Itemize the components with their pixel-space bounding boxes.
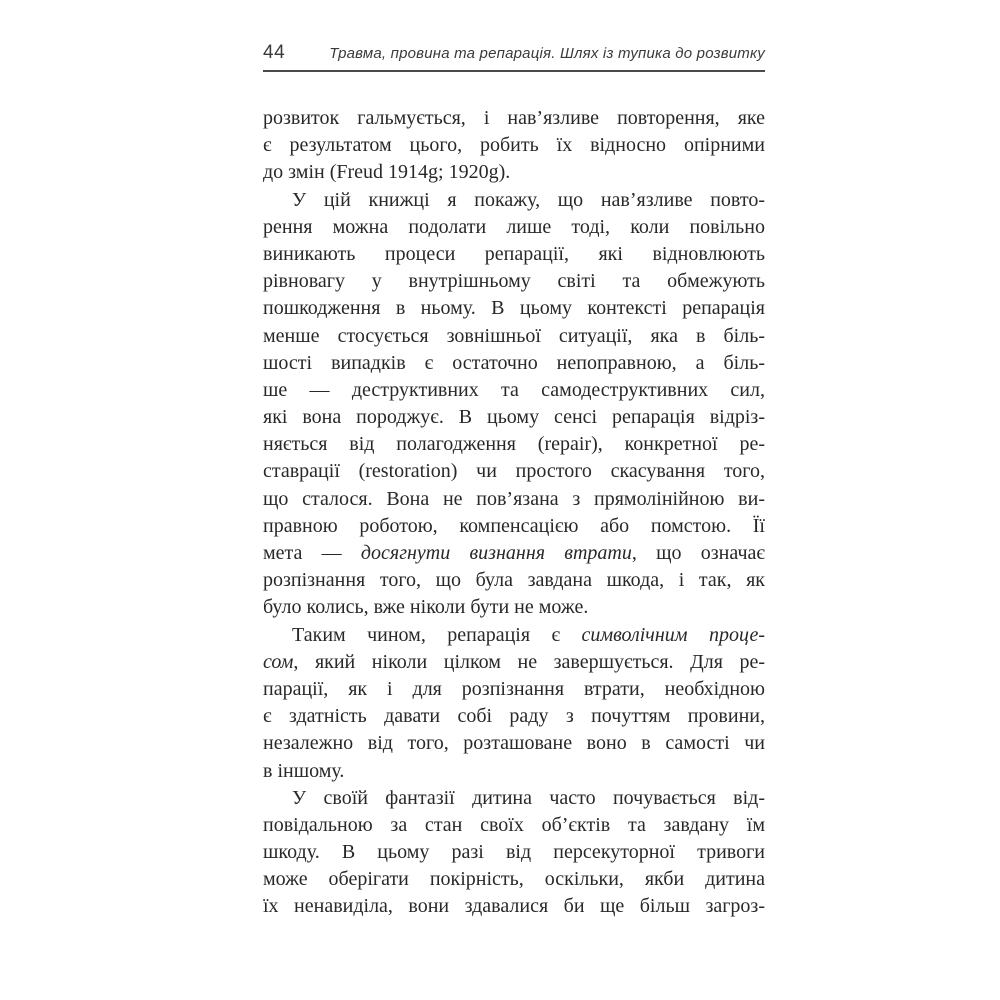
text-line — [263, 758, 765, 785]
text-segment: мета — — [263, 542, 361, 564]
paragraph — [263, 187, 765, 622]
text-line — [263, 812, 765, 839]
italic-text: символічним проце- — [581, 623, 765, 646]
text-line — [263, 323, 765, 350]
text-segment: правною роботою, компенсацією або помстою. Її — [263, 514, 765, 537]
text-line — [263, 594, 765, 621]
text-line — [263, 404, 765, 431]
running-title: Травма, провина та репарація. Шлях із тупика до розвитку — [329, 45, 765, 62]
italic-text: досягнути визнання втрати — [360, 542, 632, 564]
text-segment: їх ненавиділа, вони здавалися би ще більш загроз- — [263, 895, 765, 918]
text-line — [263, 703, 765, 730]
text-line — [263, 839, 765, 866]
text-segment: що сталося. Вона не пов’язана з прямолінійною ви- — [263, 487, 765, 510]
text-line — [263, 431, 765, 458]
text-segment: є результатом цього, робить їх відносно опірними — [263, 134, 765, 157]
text-segment: розпізнання того, що була завдана шкода, і так, як — [263, 569, 765, 592]
text-segment: парації, як і для розпізнання втрати, необхідною — [263, 677, 765, 700]
text-line — [263, 214, 765, 241]
text-segment: , що означає — [631, 542, 765, 564]
text-segment: незалежно від того, розташоване воно в самості чи — [263, 732, 765, 755]
header-rule — [263, 70, 765, 72]
text-segment: виникають процеси репарації, які відновлюють — [263, 242, 765, 265]
text-line — [263, 241, 765, 268]
text-line — [263, 567, 765, 594]
text-segment: які вона породжує. В цьому сенсі репарація відріз- — [263, 406, 765, 429]
text-segment: У своїй фантазії дитина часто почувається від- — [292, 786, 765, 809]
text-segment: може оберігати покірність, оскільки, якби дитина — [263, 868, 765, 891]
text-segment: є здатність давати собі раду з почуттям провини, — [263, 705, 765, 728]
page-body — [263, 105, 765, 921]
paragraph — [263, 785, 765, 921]
page-number: 44 — [263, 42, 286, 63]
text-line — [263, 866, 765, 893]
text-segment: рення можна подолати лише тоді, коли повільно — [263, 215, 765, 238]
text-segment: рівновагу у внутрішньому світі та обмежують — [263, 270, 765, 293]
text-segment: пошкодження в ньому. В цьому контексті репарація — [263, 297, 765, 320]
text-line — [263, 893, 765, 920]
text-segment: в іншому. — [263, 759, 345, 782]
text-segment: няється від полагодження (repair), конкретної ре- — [263, 433, 765, 456]
text-line — [263, 649, 765, 676]
text-line — [263, 676, 765, 703]
italic-text: сом — [263, 650, 294, 673]
text-line — [263, 486, 765, 513]
text-line — [263, 785, 765, 812]
text-line — [263, 377, 765, 404]
text-segment: Таким чином, репарація є — [292, 623, 582, 646]
text-line — [263, 540, 765, 567]
text-line — [263, 622, 765, 649]
text-segment: ставрації (restoration) чи простого скасування того, — [263, 460, 765, 483]
text-line — [263, 513, 765, 540]
text-segment: менше стосується зовнішньої ситуації, яка в біль- — [263, 324, 765, 347]
text-segment: було колись, вже ніколи бути не може. — [263, 596, 589, 619]
page-content — [263, 0, 765, 921]
text-segment: шкоду. В цьому разі від персекуторної тривоги — [263, 841, 765, 864]
text-segment: , який ніколи цілком не завершується. Для ре- — [293, 650, 765, 673]
text-segment: розвиток гальмується, і нав’язливе повторення, яке — [263, 107, 765, 129]
text-line — [263, 187, 765, 214]
text-line — [263, 295, 765, 322]
text-line — [263, 268, 765, 295]
text-segment: ше — деструктивних та самодеструктивних сил, — [263, 378, 765, 401]
text-segment: шості випадків є остаточно непоправною, а біль- — [263, 351, 765, 374]
text-line — [263, 730, 765, 757]
text-segment: повідальною за стан своїх об’єктів та завдану їм — [263, 813, 765, 836]
page-header — [263, 42, 765, 64]
paragraph — [263, 622, 765, 785]
text-segment: до змін (Freud 1914g; 1920g). — [263, 161, 511, 184]
text-segment: У цій книжці я покажу, що нав’язливе повто- — [292, 188, 765, 211]
text-line — [263, 458, 765, 485]
text-line — [263, 105, 765, 132]
text-line — [263, 350, 765, 377]
paragraph — [263, 105, 765, 187]
text-line — [263, 132, 765, 159]
text-line — [263, 159, 765, 186]
